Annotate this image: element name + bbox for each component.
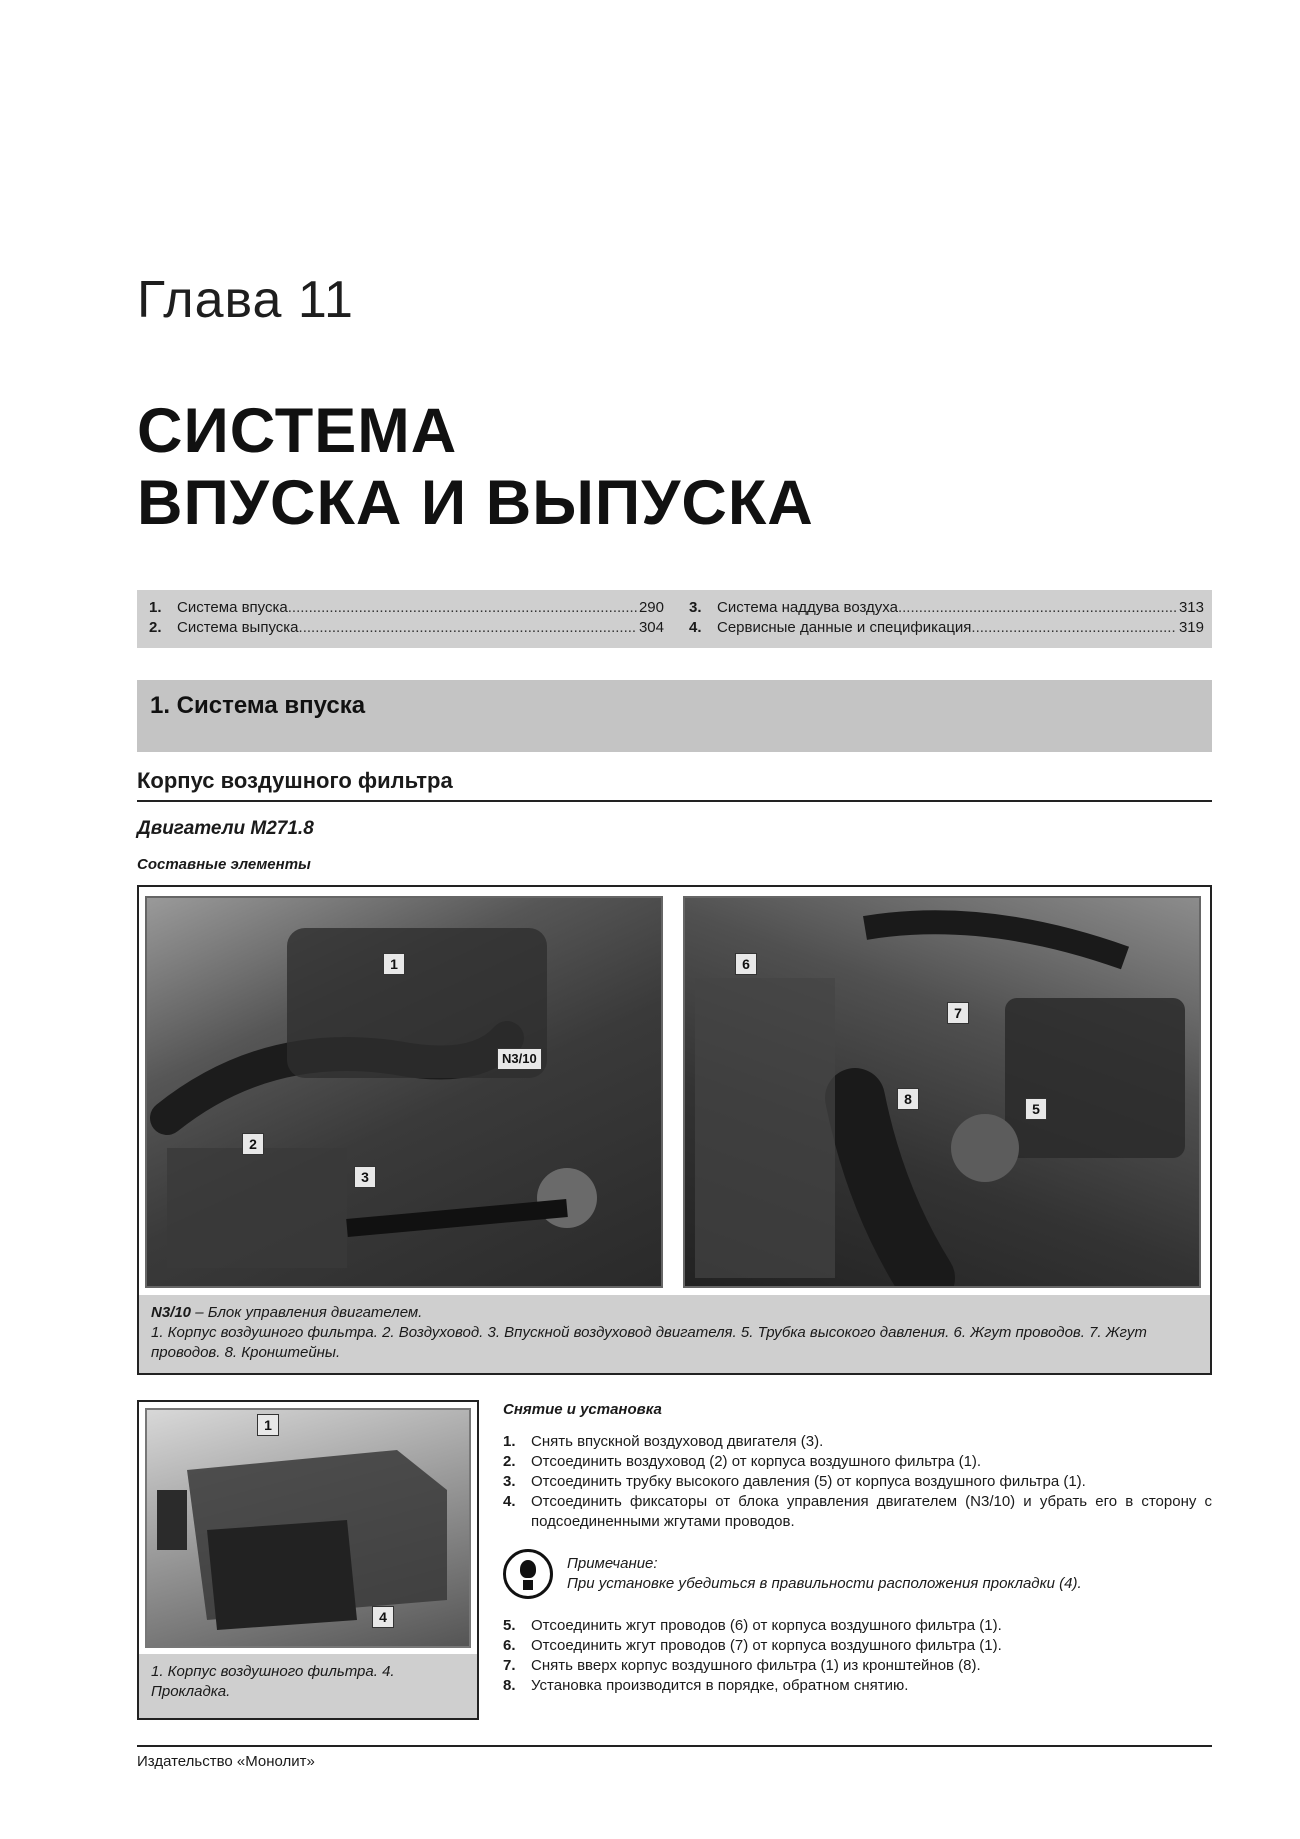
caption-line-2: 1. Корпус воздушного фильтра. 2. Воздуховод. 3. Впускной воздуховод двигателя. 5. Трубка высокого давления. 6. Жгут проводов. 7. Жгут проводов. 8. Кронштейны.	[151, 1324, 1147, 1361]
list-item	[503, 1656, 1212, 1676]
subsection-rule	[137, 800, 1212, 802]
toc-item[interactable]	[149, 618, 664, 638]
toc-item-label: Система впуска	[177, 599, 288, 616]
toc-item-label: Сервисные данные и спецификация	[717, 619, 972, 636]
callout-n3-10: N3/10	[497, 1048, 542, 1070]
toc-item[interactable]	[149, 598, 664, 618]
step-number: 7.	[503, 1657, 516, 1674]
step-number: 1.	[503, 1433, 516, 1450]
list-item	[503, 1452, 1212, 1472]
title-line-2: ВПУСКА И ВЫПУСКА	[137, 468, 814, 538]
publisher-footer: Издательство «Монолит»	[137, 1753, 315, 1770]
callout-7: 7	[947, 1002, 969, 1024]
list-item	[503, 1676, 1212, 1696]
step-text: Отсоединить жгут проводов (7) от корпуса воздушного фильтра (1).	[531, 1637, 1002, 1654]
toc-item-label: Система наддува воздуха	[717, 599, 898, 616]
toc-leader	[898, 598, 1177, 618]
list-item	[503, 1432, 1212, 1452]
toc-leader	[971, 618, 1177, 638]
step-text: Установка производится в порядке, обратном снятию.	[531, 1677, 909, 1694]
callout-1: 1	[257, 1414, 279, 1436]
step-number: 2.	[503, 1453, 516, 1470]
air-filter-figure	[137, 1400, 479, 1720]
toc-item-label: Система выпуска	[177, 619, 299, 636]
removal-instructions	[503, 1400, 1212, 1696]
toc-leader	[299, 618, 637, 638]
step-text: Снять вверх корпус воздушного фильтра (1) из кронштейнов (8).	[531, 1657, 981, 1674]
step-text: Отсоединить жгут проводов (6) от корпуса воздушного фильтра (1).	[531, 1617, 1002, 1634]
caption-line-1: – Блок управления двигателем.	[191, 1304, 423, 1321]
note-text: При установке убедиться в правильности расположения прокладки (4).	[567, 1575, 1082, 1592]
engine-bay-photo-left	[145, 896, 663, 1288]
step-text: Снять впускной воздуховод двигателя (3).	[531, 1433, 824, 1450]
warning-bulb-icon	[503, 1549, 553, 1599]
footer-rule	[137, 1745, 1212, 1747]
step-text: Отсоединить трубку высокого давления (5) от корпуса воздушного фильтра (1).	[531, 1473, 1086, 1490]
toc-item-number: 4.	[689, 619, 702, 636]
step-number: 3.	[503, 1473, 516, 1490]
step-number: 8.	[503, 1677, 516, 1694]
toc-item-page: 319	[1178, 619, 1204, 636]
engine-bay-photo-right	[683, 896, 1201, 1288]
toc-item-page: 290	[638, 599, 664, 616]
step-text: Отсоединить фиксаторы от блока управления двигателем (N3/10) и убрать его в сторону с подсоединенными жгутами проводов.	[531, 1493, 1212, 1530]
toc-item-number: 3.	[689, 599, 702, 616]
callout-2: 2	[242, 1133, 264, 1155]
callout-4: 4	[372, 1606, 394, 1628]
section-title: 1. Система впуска	[150, 692, 366, 719]
toc-column-2	[689, 598, 1204, 638]
callout-6: 6	[735, 953, 757, 975]
callout-1: 1	[383, 953, 405, 975]
step-number: 4.	[503, 1493, 516, 1510]
note-block	[503, 1546, 1212, 1602]
toc-item-page: 304	[638, 619, 664, 636]
list-item	[503, 1492, 1212, 1532]
toc-item-number: 1.	[149, 599, 162, 616]
figure-caption	[139, 1295, 1210, 1373]
toc-item-number: 2.	[149, 619, 162, 636]
toc-column-1	[149, 598, 664, 638]
callout-8: 8	[897, 1088, 919, 1110]
toc-item[interactable]	[689, 598, 1204, 618]
air-filter-photo	[145, 1408, 471, 1648]
toc-item[interactable]	[689, 618, 1204, 638]
engine-label: Двигатели M271.8	[137, 818, 314, 839]
step-text: Отсоединить воздуховод (2) от корпуса воздушного фильтра (1).	[531, 1453, 982, 1470]
callout-5: 5	[1025, 1098, 1047, 1120]
engine-bay-sketch-left	[147, 898, 663, 1288]
figure-caption: 1. Корпус воздушного фильтра. 4. Прокладка.	[139, 1654, 477, 1718]
list-item	[503, 1472, 1212, 1492]
chapter-title	[137, 395, 814, 539]
chapter-label: Глава 11	[137, 271, 354, 329]
step-number: 5.	[503, 1617, 516, 1634]
callout-3: 3	[354, 1166, 376, 1188]
air-filter-sketch	[147, 1410, 471, 1648]
engine-bay-figure	[137, 885, 1212, 1375]
caption-code: N3/10	[151, 1304, 192, 1321]
table-of-contents	[137, 590, 1212, 648]
note-heading: Примечание:	[567, 1555, 658, 1572]
step-number: 6.	[503, 1637, 516, 1654]
list-item	[503, 1636, 1212, 1656]
title-line-1: СИСТЕМА	[137, 396, 458, 466]
section-header	[137, 680, 1212, 752]
toc-item-page: 313	[1178, 599, 1204, 616]
removal-heading: Снятие и установка	[503, 1401, 662, 1418]
toc-leader	[288, 598, 637, 618]
subsection-title: Корпус воздушного фильтра	[137, 768, 453, 793]
components-label: Составные элементы	[137, 856, 311, 873]
list-item	[503, 1616, 1212, 1636]
engine-bay-sketch-right	[685, 898, 1201, 1288]
